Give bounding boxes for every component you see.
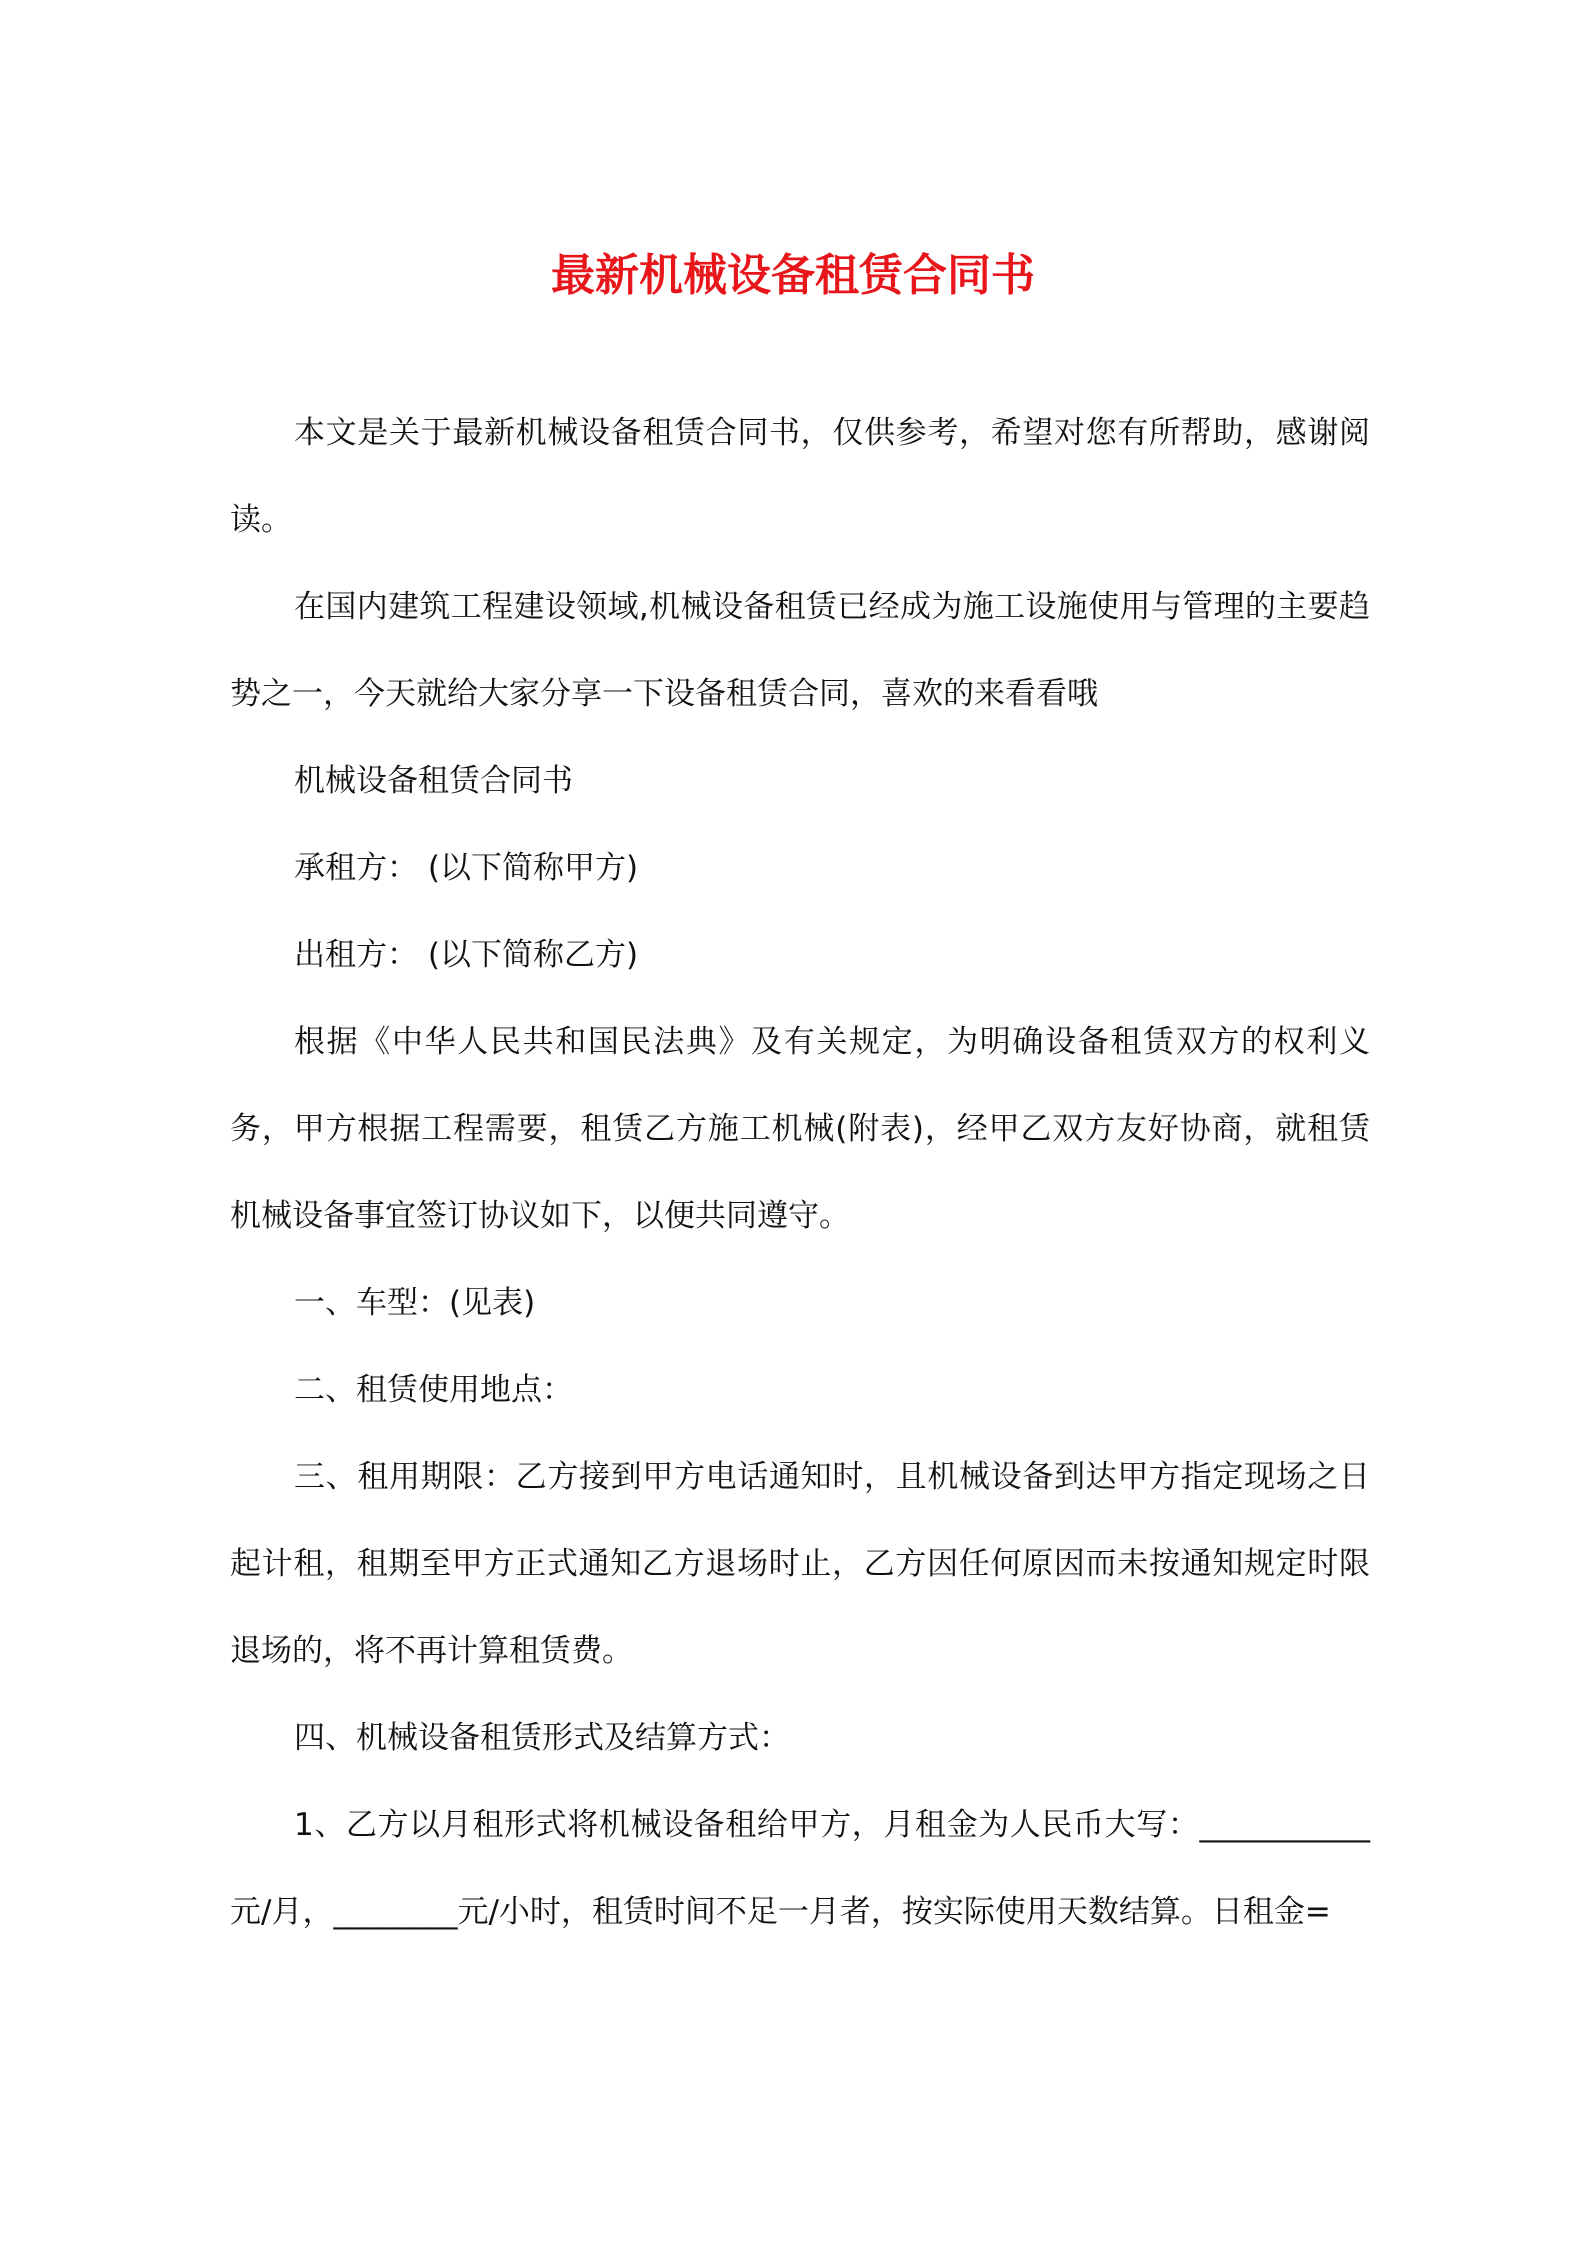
preamble-paragraph: 根据《中华人民共和国民法典》及有关规定，为明确设备租赁双方的权利义务，甲方根据工程需要，租赁乙方施工机械(附表)，经甲乙双方友好协商，就租赁机械设备事宜签订协议如下，以便共同遵守。 (230, 1024, 1370, 1234)
lessor-line: 出租方： (以下简称乙方) (294, 937, 639, 973)
clause-term: 三、租用期限：乙方接到甲方电话通知时，且机械设备到达甲方指定现场之日起计租，租期至甲方正式通知乙方退场时止，乙方因任何原因而未按通知规定时限退场的，将不再计算租赁费。 (230, 1459, 1370, 1669)
background-paragraph: 在国内建筑工程建设领域,机械设备租赁已经成为施工设施使用与管理的主要趋势之一，今天就给大家分享一下设备租赁合同，喜欢的来看看哦 (230, 589, 1370, 712)
clause-location: 二、租赁使用地点： (294, 1372, 573, 1408)
contract-heading: 机械设备租赁合同书 (294, 763, 573, 799)
clause-settlement-item-1: 1、乙方以月租形式将机械设备租给甲方，月租金为人民币大写：___________元/月，________元/小时，租赁时间不足一月者，按实际使用天数结算。日租金= (230, 1807, 1370, 1930)
document-title: 最新机械设备租赁合同书 (551, 250, 1035, 301)
intro-paragraph: 本文是关于最新机械设备租赁合同书，仅供参考，希望对您有所帮助，感谢阅读。 (230, 415, 1370, 538)
clause-settlement: 四、机械设备租赁形式及结算方式： (294, 1720, 790, 1756)
lessee-line: 承租方： (以下简称甲方) (294, 850, 639, 886)
document-body (230, 390, 1370, 1956)
clause-vehicle-type: 一、车型：(见表) (294, 1285, 536, 1321)
